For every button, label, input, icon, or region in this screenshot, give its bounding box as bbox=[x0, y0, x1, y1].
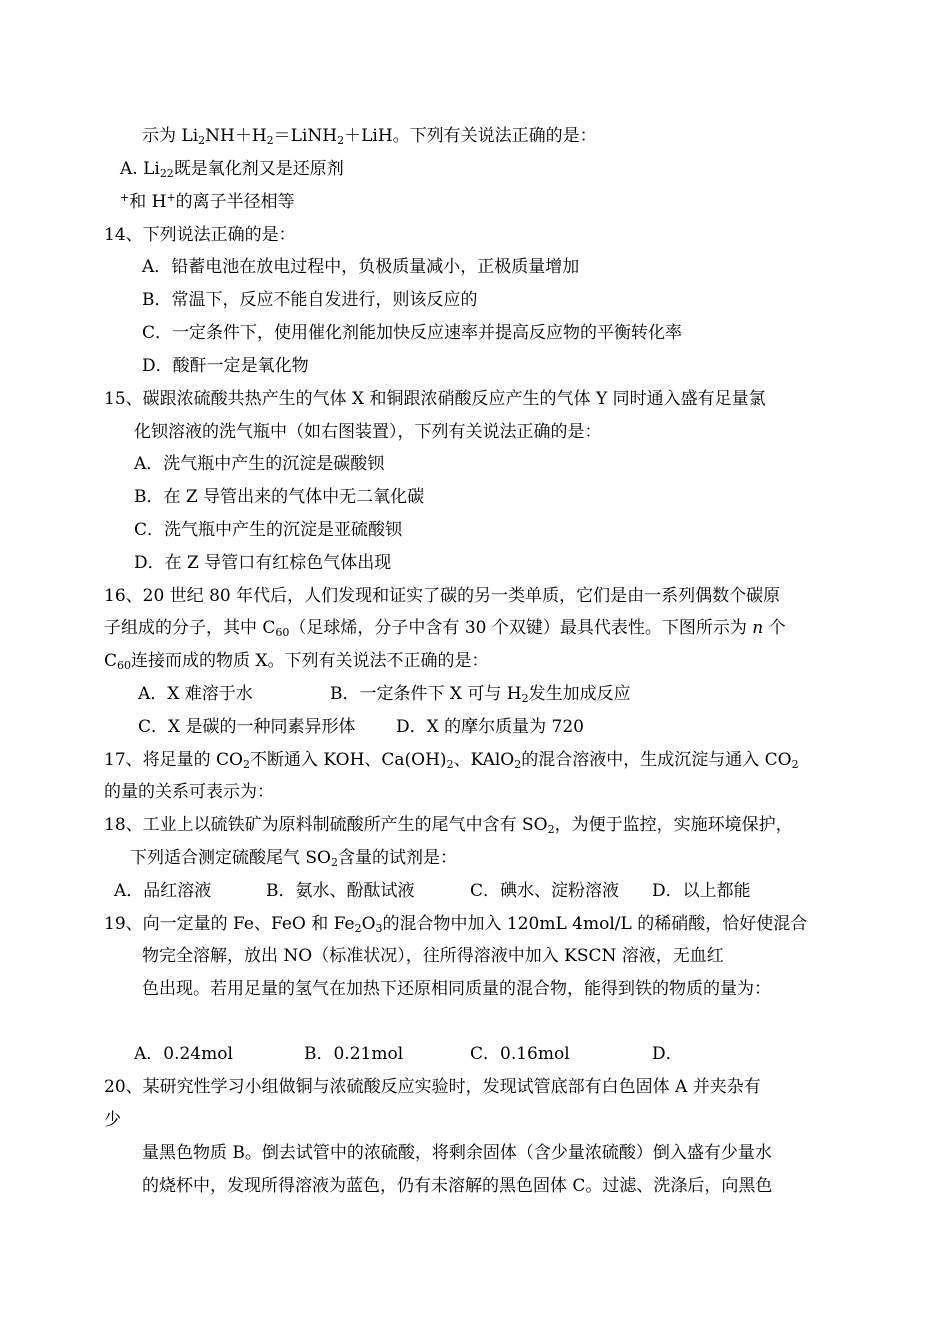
subscript: 22 bbox=[159, 167, 174, 180]
text-run: 化钡溶液的洗气瓶中（如右图装置），下列有关说法正确的是： bbox=[134, 422, 602, 442]
text-run: NH＋H bbox=[205, 126, 267, 146]
text-line-q20-stem-3 bbox=[142, 1174, 772, 1198]
text-run: A．铅蓄电池在放电过程中，负极质量减小，正极质量增加 bbox=[142, 257, 580, 277]
text-run: 和 H bbox=[129, 192, 167, 212]
text-line-q20-stem-1-wrap bbox=[104, 1108, 121, 1132]
text-run: 不断通入 KOH、Ca(OH) bbox=[249, 750, 447, 770]
text-run: C．X 是碳的一种同素异形体 bbox=[138, 717, 356, 737]
text-run: 、KAlO bbox=[453, 750, 515, 770]
text-run: A．品红溶液 bbox=[114, 881, 212, 901]
subscript: 2 bbox=[242, 758, 250, 771]
text-run: 少 bbox=[104, 1110, 121, 1130]
subscript: 2 bbox=[547, 823, 555, 836]
text-run: A. Li bbox=[120, 159, 160, 179]
text-line-q18-option-d bbox=[652, 879, 751, 903]
text-run: D．以上都能 bbox=[652, 881, 751, 901]
text-line-q19-stem-1 bbox=[104, 912, 807, 936]
text-run: O bbox=[361, 914, 376, 934]
text-line-q18-option-a bbox=[114, 879, 211, 903]
subscript: 2 bbox=[446, 758, 454, 771]
text-line-q15-stem-1 bbox=[104, 387, 766, 411]
text-line-q19-stem-3 bbox=[142, 977, 771, 1001]
text-run: 18、工业上以硫铁矿为原料制硫酸所产生的尾气中含有 SO bbox=[104, 815, 548, 835]
text-run: B．一定条件下 X 可与 H bbox=[330, 684, 522, 704]
text-line-q17-stem-1 bbox=[104, 748, 799, 772]
text-run: B．氨水、酚酞试液 bbox=[266, 881, 415, 901]
text-run: 的混合溶液中，生成沉淀与通入 CO bbox=[521, 750, 792, 770]
subscript: 60 bbox=[275, 626, 290, 639]
text-run: D．X 的摩尔质量为 720 bbox=[396, 717, 584, 737]
subscript: 2 bbox=[791, 758, 799, 771]
text-line-q16-option-c bbox=[138, 715, 356, 739]
text-run: 色出现。若用足量的氢气在加热下还原相同质量的混合物，能得到铁的物质的量为： bbox=[142, 979, 771, 999]
text-line-q20-stem-2 bbox=[142, 1141, 772, 1165]
text-line-q18-option-b bbox=[266, 879, 415, 903]
text-line-q19-stem-2 bbox=[142, 944, 724, 968]
subscript: 2 bbox=[514, 758, 522, 771]
text-line-q13-option-a bbox=[120, 157, 344, 181]
text-run: 个 bbox=[763, 618, 786, 638]
text-line-q16-option-d bbox=[396, 715, 584, 739]
text-run: 发生加成反应 bbox=[528, 684, 631, 704]
text-line-q19-option-b bbox=[304, 1042, 403, 1066]
text-run: 示为 Li bbox=[142, 126, 199, 146]
text-line-q14-option-c bbox=[142, 321, 682, 345]
text-run: 20、某研究性学习小组做铜与浓硫酸反应实验时，发现试管底部有白色固体 A 并夹杂有 bbox=[104, 1077, 761, 1097]
text-line-q14-option-a bbox=[142, 255, 579, 279]
text-line-q17-stem-2 bbox=[104, 780, 274, 804]
text-run: 16、20 世纪 80 年代后，人们发现和证实了碳的另一类单质，它们是由一系列偶数个碳原 bbox=[104, 586, 781, 606]
text-run: A．X 难溶于水 bbox=[138, 684, 253, 704]
text-run: D．酸酐一定是氧化物 bbox=[142, 356, 309, 376]
text-line-q19-option-c bbox=[470, 1042, 570, 1066]
text-run: 的量的关系可表示为： bbox=[104, 782, 274, 802]
text-line-q14-option-d bbox=[142, 354, 309, 378]
text-line-q16-stem-3 bbox=[104, 649, 489, 673]
superscript: + bbox=[120, 191, 130, 204]
text-run: 下列适合测定硫酸尾气 SO bbox=[130, 848, 331, 868]
text-line-q14-option-b bbox=[142, 288, 478, 312]
text-run: C．碘水、淀粉溶液 bbox=[470, 881, 620, 901]
text-line-q19-option-a bbox=[134, 1042, 233, 1066]
text-run: 的混合物中加入 120mL 4mol/L 的稀硝酸，恰好使混合 bbox=[382, 914, 808, 934]
text-line-q16-stem-2 bbox=[104, 616, 786, 640]
text-run: 含量的试剂是： bbox=[338, 848, 457, 868]
text-line-q15-option-a bbox=[134, 452, 384, 476]
text-run: B．常温下，反应不能自发进行，则该反应的 bbox=[142, 290, 478, 310]
subscript: 2 bbox=[521, 692, 529, 705]
text-line-q16-option-b bbox=[330, 682, 631, 706]
text-line-q18-stem-2 bbox=[130, 846, 457, 870]
text-run: A．0.24mol bbox=[134, 1044, 233, 1064]
text-line-q16-option-a bbox=[138, 682, 253, 706]
text-run: 15、碳跟浓硫酸共热产生的气体 X 和铜跟浓硝酸反应产生的气体 Y 同时通入盛有足量氯 bbox=[104, 389, 766, 409]
text-run: ＋LiH。下列有关说法正确的是： bbox=[344, 126, 597, 146]
subscript: 2 bbox=[266, 134, 274, 147]
subscript: 3 bbox=[375, 922, 383, 935]
text-run: 连接而成的物质 X。下列有关说法不正确的是： bbox=[131, 651, 489, 671]
text-line-q14-stem bbox=[104, 223, 296, 247]
text-run: C．洗气瓶中产生的沉淀是亚硫酸钡 bbox=[134, 520, 403, 540]
text-run: B．0.21mol bbox=[304, 1044, 404, 1064]
text-run: 17、将足量的 CO bbox=[104, 750, 243, 770]
text-run: 14、下列说法正确的是： bbox=[104, 225, 296, 245]
text-line-q13-stem-end bbox=[142, 124, 597, 148]
text-run: 的烧杯中，发现所得溶液为蓝色，仍有未溶解的黑色固体 C。过滤、洗涤后，向黑色 bbox=[142, 1176, 773, 1196]
italic-variable: n bbox=[752, 618, 764, 638]
text-run: ，为便于监控，实施环境保护， bbox=[554, 815, 793, 835]
text-run: 的离子半径相等 bbox=[175, 192, 295, 212]
text-run: A．洗气瓶中产生的沉淀是碳酸钡 bbox=[134, 454, 385, 474]
text-run: 19、向一定量的 Fe、FeO 和 Fe bbox=[104, 914, 355, 934]
text-run: ＝LiNH bbox=[273, 126, 338, 146]
text-run: B．在 Z 导管出来的气体中无二氧化碳 bbox=[134, 487, 425, 507]
text-line-q20-stem-1 bbox=[104, 1075, 761, 1099]
subscript: 2 bbox=[331, 856, 338, 869]
subscript: 2 bbox=[198, 134, 206, 147]
text-line-q16-stem-1 bbox=[104, 584, 780, 608]
text-run: 量黑色物质 B。倒去试管中的浓硫酸，将剩余固体（含少量浓硫酸）倒入盛有少量水 bbox=[142, 1143, 772, 1163]
text-run: 既是氧化剂又是还原剂 bbox=[173, 159, 344, 179]
text-run: C．0.16mol bbox=[470, 1044, 570, 1064]
text-line-q15-option-c bbox=[134, 518, 402, 542]
subscript: 60 bbox=[117, 659, 132, 672]
subscript: 2 bbox=[354, 922, 362, 935]
text-line-q18-stem-1 bbox=[104, 813, 793, 837]
text-run: C．一定条件下，使用催化剂能加快反应速率并提高反应物的平衡转化率 bbox=[142, 323, 683, 343]
text-line-q15-option-d bbox=[134, 551, 391, 575]
text-run: （足球烯，分子中含有 30 个双键）最具代表性。下图所示为 bbox=[289, 618, 753, 638]
text-run: 子组成的分子，其中 C bbox=[104, 618, 276, 638]
text-run: D．在 Z 导管口有红棕色气体出现 bbox=[134, 553, 392, 573]
subscript: 2 bbox=[337, 134, 345, 147]
text-line-q18-option-c bbox=[470, 879, 619, 903]
text-line-q15-stem-2 bbox=[134, 420, 602, 444]
text-run: 物完全溶解，放出 NO（标准状况），往所得溶液中加入 KSCN 溶液，无血红 bbox=[142, 946, 724, 966]
text-run: D． bbox=[652, 1044, 683, 1064]
text-run: C bbox=[104, 651, 118, 671]
text-line-q15-option-b bbox=[134, 485, 424, 509]
superscript: + bbox=[166, 191, 176, 204]
text-line-q19-option-d bbox=[652, 1042, 683, 1066]
text-line-q13-option-b-fragment bbox=[120, 190, 295, 214]
